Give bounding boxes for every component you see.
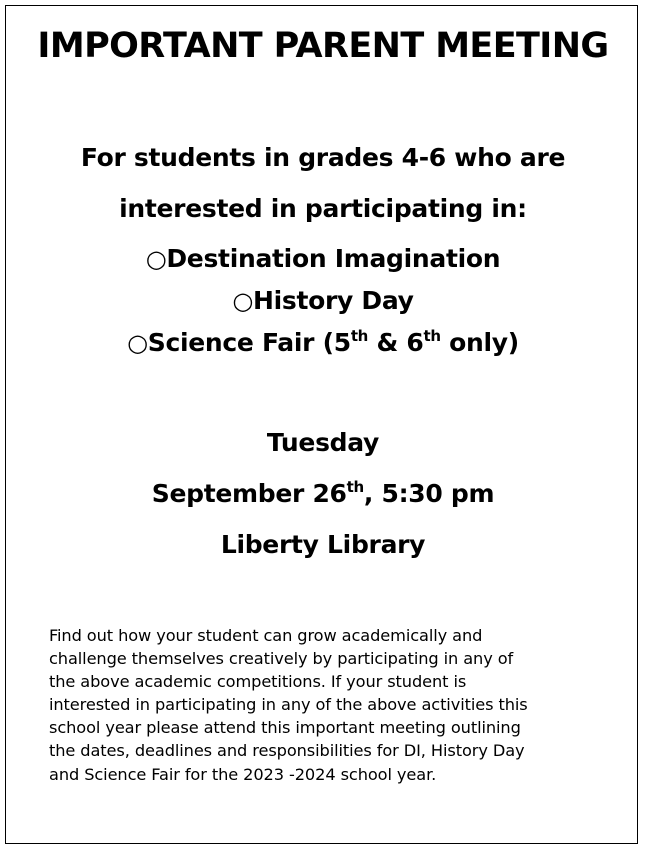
meeting-time: , 5:30 pm (363, 479, 495, 508)
activity-label: History Day (252, 286, 414, 315)
description-line: challenge themselves creatively by participating in any of (49, 649, 514, 669)
activity-label-part: only) (440, 328, 519, 357)
ordinal-suffix: th (350, 327, 369, 345)
meeting-location: Liberty Library (220, 530, 426, 559)
circle-bullet-icon: ○ (232, 287, 253, 315)
circle-bullet-icon: ○ (145, 245, 167, 273)
activity-item-history-day (0, 286, 646, 315)
intro-line-2: interested in participating in: (119, 194, 527, 223)
description-line: the dates, deadlines and responsibilities for DI, History Day (49, 741, 525, 761)
activity-item-destination-imagination (0, 244, 646, 273)
activity-label: Destination Imagination (166, 244, 501, 273)
activity-label-part: Science Fair (5 (147, 328, 351, 357)
circle-bullet-icon: ○ (127, 329, 148, 357)
ordinal-suffix: th (346, 478, 364, 496)
description-paragraph (49, 624, 597, 786)
meeting-date: September 26 (151, 479, 347, 508)
ordinal-suffix: th (423, 327, 441, 345)
intro-line-1: For students in grades 4-6 who are (80, 143, 566, 172)
meeting-date-time (0, 479, 646, 508)
description-line: interested in participating in any of the above activities this (49, 695, 528, 715)
description-line: Find out how your student can grow academically and (49, 626, 483, 645)
description-line: the above academic competitions. If your student is (49, 672, 467, 692)
page-title: IMPORTANT PARENT MEETING (37, 26, 609, 66)
description-line: school year please attend this important meeting outlining (49, 718, 521, 738)
description-line: and Science Fair for the 2023 -2024 school year. (49, 764, 437, 784)
activity-item-science-fair (0, 328, 646, 357)
activity-label-part: & 6 (368, 328, 424, 357)
meeting-day: Tuesday (266, 428, 380, 457)
